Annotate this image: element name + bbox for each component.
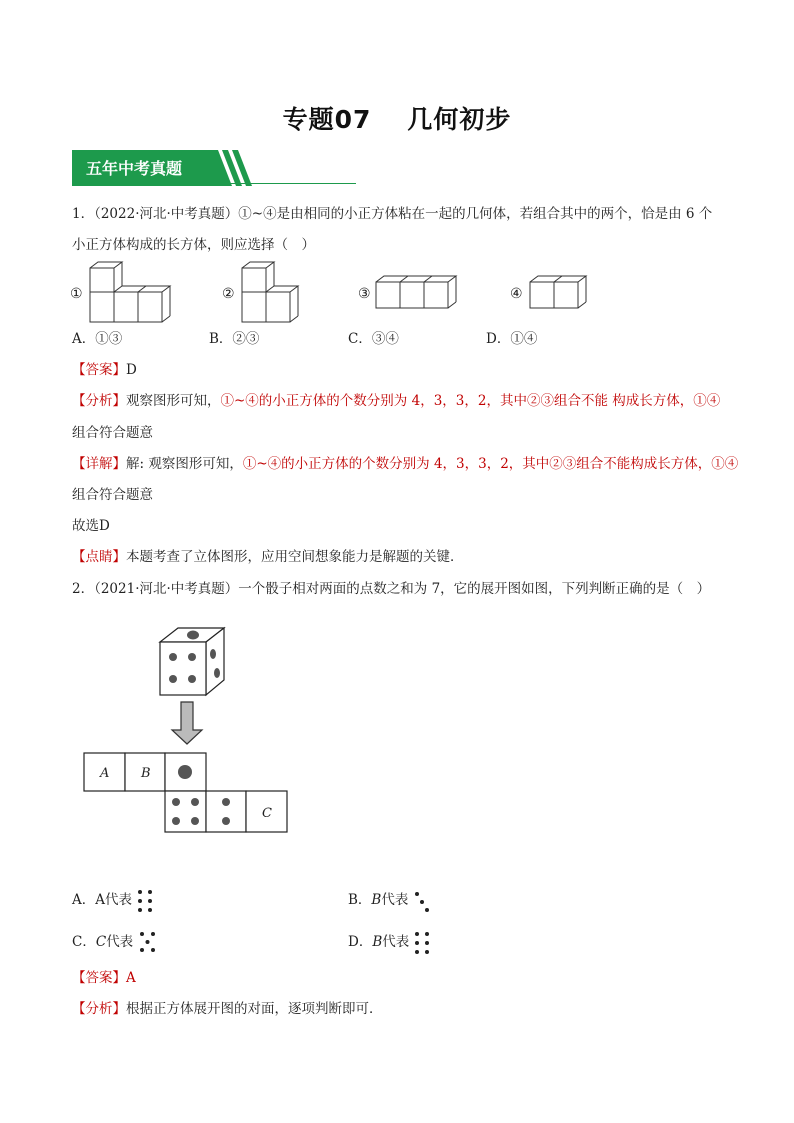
net-label-a: A — [100, 766, 110, 781]
net-label-b: B — [141, 766, 151, 781]
q1-option-c: C．③④ — [348, 331, 399, 347]
q1-fig-label-3: ③ — [358, 286, 371, 302]
cube-figure-2 — [242, 262, 298, 322]
five-dots-icon — [138, 930, 158, 954]
q1-analysis-line1: 【分析】观察图形可知，①~④的小正方体的个数分别为 4，3，3，2，其中②③组合不能 构成长方体，①④ — [72, 393, 721, 409]
q1-analysis-line2: 组合符合题意 — [72, 425, 153, 441]
dice-net — [84, 753, 287, 832]
q2-stem: 2．（2021·河北·中考真题）一个骰子相对两面的点数之和为 7，它的展开图如图，下列判断正确的是（ ） — [72, 581, 711, 597]
section-label: 五年中考真题 — [86, 159, 183, 178]
dice-figure — [80, 620, 292, 838]
q2-answer: 【答案】A — [72, 970, 136, 986]
q2-option-d: D．B代表 — [348, 934, 410, 950]
q1-comment: 【点睛】本题考查了立体图形，应用空间想象能力是解题的关键． — [72, 549, 464, 565]
q1-stem-line2: 小正方体构成的长方体，则应选择（ ） — [72, 237, 315, 253]
q1-option-a: A．①③ — [72, 331, 123, 347]
five-dots-icon — [136, 888, 154, 914]
q1-fig-label-4: ④ — [510, 286, 523, 302]
q1-answer: 【答案】D — [72, 362, 137, 378]
section-underline — [72, 183, 356, 184]
section-banner — [72, 150, 272, 186]
six-dots-icon — [413, 930, 431, 956]
three-dots-icon — [413, 890, 431, 914]
down-arrow-icon — [172, 702, 202, 744]
q1-fig-label-1: ① — [70, 286, 83, 302]
q1-conclusion: 故选D — [72, 518, 110, 534]
q2-analysis: 【分析】根据正方体展开图的对面，逐项判断即可． — [72, 1001, 383, 1017]
page-title: 专题07 几何初步 — [282, 105, 512, 134]
cube-figure-3 — [376, 276, 456, 308]
q1-option-d: D．①④ — [486, 331, 538, 347]
q1-fig-label-2: ② — [222, 286, 235, 302]
net-label-c: C — [262, 806, 272, 821]
q1-detail-line1: 【详解】解: 观察图形可知，①~④的小正方体的个数分别为 4，3，3，2，其中②③组合不能构成长方体，①④ — [72, 456, 739, 472]
q1-option-b: B．②③ — [209, 331, 260, 347]
cube-figure-4 — [530, 276, 586, 308]
q2-option-a: A．A代表 — [72, 892, 132, 908]
q1-stem-line1: 1．（2022·河北·中考真题）①~④是由相同的小正方体粘在一起的几何体，若组合其中的两个，恰是由 6 个 — [72, 206, 713, 222]
q2-option-b: B．B代表 — [348, 892, 409, 908]
cube-figure-1 — [90, 262, 170, 322]
q2-option-c: C．C代表 — [72, 934, 134, 950]
q1-figures — [66, 258, 596, 328]
q1-detail-line2: 组合符合题意 — [72, 487, 153, 503]
